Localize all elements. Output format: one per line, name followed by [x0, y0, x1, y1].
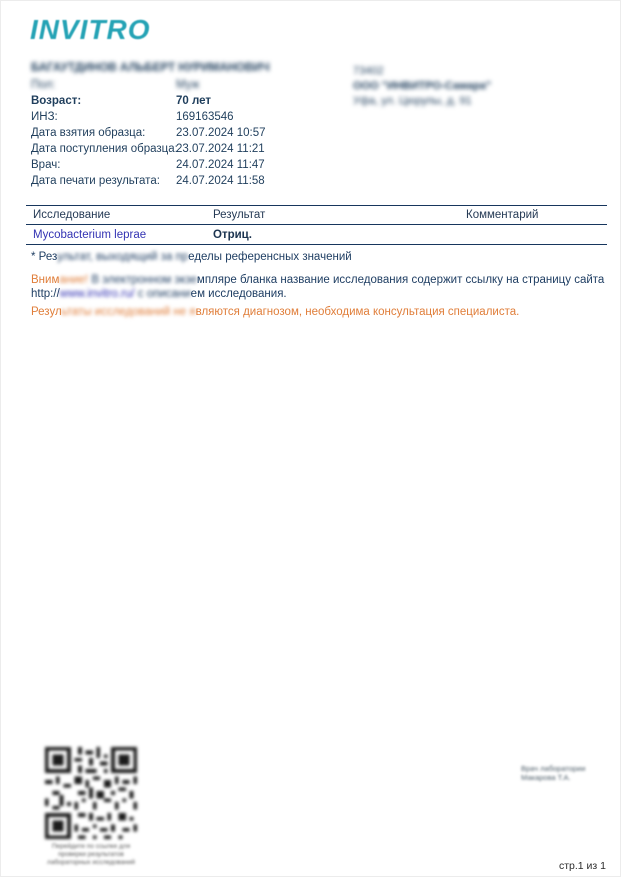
qr-block	[36, 747, 146, 867]
url-suffix: ем исследования.	[190, 288, 287, 300]
qr-caption-line2: проверки результатов	[58, 851, 124, 858]
column-header-result: Результат	[213, 209, 266, 221]
disclaimer-pre: Резул	[31, 306, 62, 318]
inz-row	[31, 111, 234, 123]
table-header-row	[26, 206, 607, 224]
results-table	[26, 205, 607, 245]
print-date-row	[31, 175, 265, 187]
test-result: Отриц.	[213, 228, 252, 241]
print-date-value: 24.07.2024 11:58	[176, 175, 265, 187]
invitro-url-link[interactable]: www.invitro.ru/	[59, 288, 135, 300]
disclaimer-note	[31, 306, 519, 318]
age-label: Возраст:	[31, 95, 82, 107]
disclaimer-post: вляются диагнозом, необходима консультация специалиста.	[195, 306, 520, 318]
page-number: стр.1 из 1	[558, 860, 606, 872]
url-suffix-blur: с описани	[134, 288, 191, 300]
clinic-name: ООО "ИНВИТРО-Самара"	[353, 80, 492, 92]
sex-label: Пол:	[31, 79, 56, 91]
patient-name: БАГАУТДИНОВ АЛЬБЕРТ НУРИМАНОВИЧ	[31, 62, 270, 74]
qr-caption	[36, 843, 146, 867]
sample-received-row	[31, 143, 265, 155]
attention-dark-blur: В электронном экзе	[88, 274, 197, 286]
signature-title: Врач лаборатории	[521, 764, 586, 773]
table-rule-bottom	[26, 244, 607, 245]
reference-note-post: еделы референсных значений	[188, 251, 352, 263]
age-value: 70 лет	[176, 95, 212, 107]
disclaimer-blur: ьтаты исследований не я	[61, 306, 196, 318]
sample-taken-label: Дата взятия образца:	[31, 127, 146, 139]
sample-taken-row	[31, 127, 266, 139]
print-date-label: Дата печати результата:	[31, 175, 160, 187]
sex-value: Муж	[176, 79, 200, 91]
clinic-address: Уфа, ул. Цюрупы, д. 91	[353, 95, 472, 107]
doctor-label: Врач:	[31, 159, 61, 171]
attention-orange-pre: Вним	[31, 274, 60, 286]
column-header-comment: Комментарий	[466, 209, 539, 221]
invitro-logo: INVITRO	[30, 14, 151, 45]
sample-received-value: 23.07.2024 11:21	[176, 143, 265, 155]
sample-received-label: Дата поступления образца:	[31, 143, 178, 155]
signature-name: Макарова Т.А.	[521, 773, 571, 782]
attention-dark-post: мпляре бланка название исследования содержит ссылку на страницу сайта	[196, 274, 605, 286]
column-header-test: Исследование	[33, 209, 111, 221]
attention-orange-blur: ание!	[59, 274, 89, 286]
reference-note-pre: * Рез	[31, 251, 58, 263]
reference-note	[31, 251, 352, 263]
qr-caption-line1: Перейдите по ссылке для	[51, 843, 131, 850]
attention-note-line1	[31, 273, 604, 287]
doctor-row	[31, 159, 265, 171]
inz-value: 169163546	[176, 111, 234, 123]
reference-note-blur: ультат, выходящий за пр	[57, 251, 189, 263]
sample-taken-value: 23.07.2024 10:57	[176, 127, 266, 139]
qr-code-image	[45, 747, 137, 839]
inz-label: ИНЗ:	[31, 111, 58, 123]
test-name-link[interactable]: Mycobacterium leprae	[33, 228, 147, 241]
doctor-value: 24.07.2024 11:47	[176, 159, 265, 171]
patient-sex-row	[31, 79, 199, 91]
attention-note-line2	[31, 287, 604, 301]
qr-code	[45, 747, 137, 839]
attention-note	[31, 273, 604, 301]
patient-age-row	[31, 95, 211, 107]
signature-block	[521, 764, 585, 782]
clinic-code: 73402	[353, 65, 384, 77]
clinic-block	[353, 64, 491, 109]
url-prefix: http://	[31, 288, 60, 300]
qr-caption-line3: лабораторных исследований	[47, 859, 135, 866]
table-row	[26, 225, 607, 244]
